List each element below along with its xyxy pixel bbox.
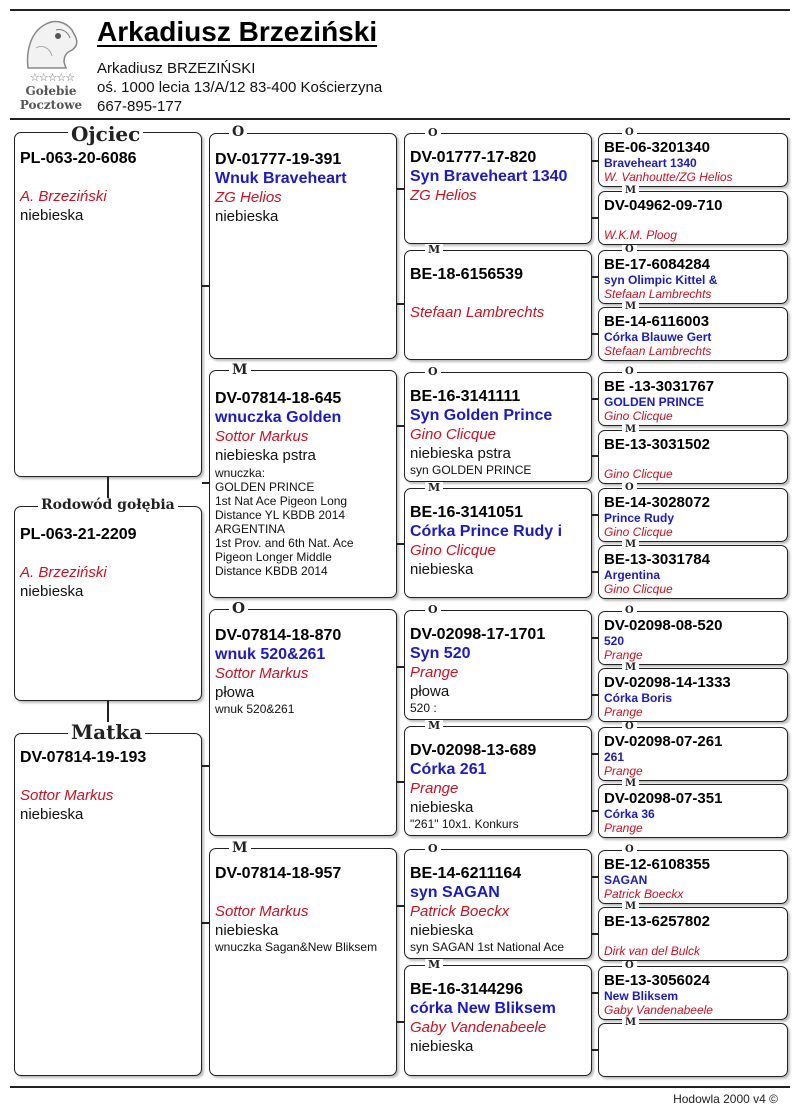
ring-number: BE -13-3031767 — [604, 378, 715, 395]
sex-label: O — [622, 367, 637, 377]
sex-label: O — [229, 601, 248, 616]
gen4-card-5[interactable] — [598, 430, 788, 484]
note-line: Distance KBDB 2014 — [215, 564, 328, 578]
ring-number: DV-04962-09-710 — [604, 197, 723, 214]
pigeon-color: niebieska — [410, 1038, 474, 1055]
note: wnuczka Sagan&New Bliksem — [215, 940, 378, 954]
note: wnuk 520&261 — [215, 702, 295, 716]
pigeon-color: płowa — [410, 683, 450, 700]
sex-label: M — [425, 959, 443, 970]
pigeon-color: niebieska — [215, 922, 279, 939]
gen3-card-7[interactable] — [404, 965, 592, 1076]
ring-number: BE-13-6257802 — [604, 913, 710, 930]
sex-label: M — [622, 302, 639, 312]
father-card[interactable] — [14, 132, 202, 477]
pigeon-name: Córka 36 — [604, 807, 655, 821]
pigeon-name: Braveheart 1340 — [604, 156, 697, 170]
footer-text: Hodowla 2000 v4 © — [673, 1092, 778, 1106]
pigeon-name: Córka Boris — [604, 691, 673, 705]
gen3-card-1[interactable] — [404, 250, 592, 360]
breeder: Prange — [604, 764, 643, 778]
ring-number: BE-16-3141051 — [410, 504, 523, 521]
mother-color: niebieska — [20, 806, 84, 823]
pigeon-name: 520 — [604, 634, 625, 648]
breeder: Patrick Boeckx — [604, 887, 684, 901]
breeder: W. Vanhoutte/ZG Helios — [604, 170, 733, 184]
breeder: Gino Clicque — [410, 542, 496, 559]
ring-number: BE-14-6116003 — [604, 313, 710, 330]
note-line: ARGENTINA — [215, 522, 286, 536]
note-line: Pigeon Longer Middle — [215, 550, 332, 564]
gen3-card-3[interactable] — [404, 488, 592, 598]
ring-number: BE-18-6156539 — [410, 266, 523, 283]
sex-label: O — [425, 127, 441, 138]
pigeon-name: córka New Bliksem — [410, 1000, 556, 1017]
ring-number: DV-01777-17-820 — [410, 149, 537, 166]
gen3-card-5[interactable] — [404, 726, 592, 836]
ring-number: DV-02098-17-1701 — [410, 626, 546, 643]
logo-text — [12, 84, 90, 112]
pigeon-name: New Bliksem — [604, 989, 679, 1003]
ring-number: BE-12-6108355 — [604, 856, 710, 873]
breeder: Dirk van del Bulck — [604, 944, 701, 958]
note — [215, 466, 391, 578]
subject-breeder: A. Brzeziński — [20, 564, 107, 581]
sex-label: O — [622, 483, 637, 493]
sex-label: O — [425, 604, 441, 615]
father-ring: PL-063-20-6086 — [20, 150, 137, 167]
breeder: Patrick Boeckx — [410, 903, 510, 920]
note-line: 1st Nat Ace Pigeon Long — [215, 494, 348, 508]
breeder: Gaby Vandenabeele — [410, 1019, 547, 1036]
sex-label: O — [622, 845, 637, 855]
father-label: Ojciec — [68, 124, 143, 144]
sex-label: O — [425, 843, 441, 854]
sex-label: M — [622, 425, 639, 435]
ring-number: BE-13-3031502 — [604, 436, 710, 453]
mother-breeder: Sottor Markus — [20, 787, 114, 804]
ring-number: BE-06-3201340 — [604, 139, 710, 156]
pigeon-name: SAGAN — [604, 873, 648, 887]
gen3-card-2[interactable] — [404, 372, 592, 482]
ring-number: BE-17-6084284 — [604, 256, 710, 273]
sex-label: O — [622, 245, 637, 255]
breeder: Gino Clicque — [604, 582, 673, 596]
pigeon-color: niebieska — [410, 561, 474, 578]
gen4-card-6[interactable] — [598, 488, 788, 542]
mother-card[interactable] — [14, 733, 202, 1076]
sex-label: M — [622, 779, 639, 789]
note: "261" 10x1. Konkurs — [410, 817, 519, 831]
header-bottom-rule — [10, 118, 790, 120]
sex-label: M — [425, 720, 443, 731]
breeder: Stefaan Lambrechts — [604, 287, 712, 301]
note-line: 1st Prov. and 6th Nat. Ace — [215, 536, 354, 550]
gen4-card-2[interactable] — [598, 250, 788, 304]
breeder: Sottor Markus — [215, 903, 309, 920]
gen4-card-13[interactable] — [598, 907, 788, 961]
gen3-card-4[interactable] — [404, 610, 592, 720]
sex-label: O — [229, 125, 247, 139]
father-breeder: A. Brzeziński — [20, 188, 107, 205]
owner-phone: 667-895-177 — [97, 98, 183, 115]
ring-number: BE-13-3031784 — [604, 551, 710, 568]
breeder: ZG Helios — [215, 189, 282, 206]
gen2-card-1[interactable] — [209, 370, 397, 598]
pigeon-color: płowa — [215, 684, 255, 701]
gen4-card-15[interactable] — [598, 1023, 788, 1077]
ring-number: BE-16-3144296 — [410, 981, 523, 998]
pigeon-name: Prince Rudy — [604, 511, 675, 525]
sex-label: M — [622, 186, 639, 196]
mother-ring: DV-07814-19-193 — [20, 749, 147, 766]
gen2-card-0[interactable] — [209, 133, 397, 359]
gen4-card-12[interactable] — [598, 850, 788, 904]
owner-info — [97, 59, 382, 116]
ring-number: DV-07814-18-957 — [215, 865, 342, 882]
gen4-card-7[interactable] — [598, 545, 788, 599]
pigeon-name: Syn Golden Prince — [410, 407, 553, 424]
sex-label: M — [622, 663, 639, 673]
breeder: Stefaan Lambrechts — [410, 304, 545, 321]
pigeon-name: Córka Blauwe Gert — [604, 330, 712, 344]
breeder: Stefaan Lambrechts — [604, 344, 712, 358]
pigeon-name: Córka Prince Rudy i — [410, 523, 563, 540]
ring-number: DV-02098-07-261 — [604, 733, 723, 750]
ring-number: DV-02098-07-351 — [604, 790, 723, 807]
ring-number: BE-13-3056024 — [604, 972, 710, 989]
sex-label: O — [622, 606, 637, 616]
sex-label: M — [622, 902, 639, 912]
logo — [12, 16, 88, 112]
sex-label: M — [229, 363, 251, 377]
sex-label: M — [622, 1018, 639, 1028]
pigeon-color: niebieska pstra — [410, 445, 511, 462]
pigeon-color: niebieska — [410, 922, 474, 939]
pigeon-name: Argentina — [604, 568, 661, 582]
breeder: Prange — [604, 705, 643, 719]
logo-line-1: Gołebie — [25, 84, 77, 98]
pigeon-name: 261 — [604, 750, 625, 764]
footer-rule — [10, 1086, 790, 1088]
pigeon-name: syn Olimpic Kittel & — [604, 273, 718, 287]
pigeon-name: Córka 261 — [410, 761, 487, 778]
ring-number: DV-01777-19-391 — [215, 151, 342, 168]
sex-label: M — [425, 482, 443, 493]
sex-label: M — [425, 244, 443, 255]
breeder: Gino Clicque — [604, 467, 673, 481]
sex-label: O — [622, 722, 637, 732]
pigeon-color: niebieska — [215, 208, 279, 225]
ring-number: BE-14-6211164 — [410, 865, 522, 882]
note-line: wnuczka: — [215, 466, 266, 480]
header-top-rule — [10, 9, 790, 11]
breeder: Prange — [410, 664, 459, 681]
subject-color: niebieska — [20, 583, 84, 600]
breeder: Prange — [604, 648, 643, 662]
ring-number: DV-07814-18-870 — [215, 627, 342, 644]
breeder: Sottor Markus — [215, 428, 309, 445]
ring-number: DV-07814-18-645 — [215, 390, 342, 407]
gen4-card-11[interactable] — [598, 784, 788, 838]
sex-label: O — [622, 128, 637, 138]
sex-label: M — [229, 841, 251, 855]
pigeon-name: Syn 520 — [410, 645, 471, 662]
gen4-card-3[interactable] — [598, 307, 788, 361]
pigeon-color: niebieska — [410, 799, 474, 816]
pigeon-name: wnuczka Golden — [215, 409, 342, 426]
pigeon-name: wnuk 520&261 — [215, 646, 326, 663]
breeder: Prange — [410, 780, 459, 797]
stars-icon: ☆☆☆☆☆ — [29, 72, 75, 84]
pigeon-head-icon — [22, 18, 80, 70]
gen3-card-0[interactable] — [404, 133, 592, 244]
ring-number: DV-02098-13-689 — [410, 742, 537, 759]
breeder: Prange — [604, 821, 643, 835]
ring-number: BE-14-3028072 — [604, 494, 710, 511]
owner-address: oś. 1000 lecia 13/A/12 83-400 Kościerzyna — [97, 79, 383, 96]
ring-number: DV-02098-14-1333 — [604, 674, 731, 691]
sex-label: O — [622, 961, 637, 971]
breeder: W.K.M. Ploog — [604, 228, 677, 242]
subject-card[interactable] — [14, 506, 202, 701]
gen4-card-8[interactable] — [598, 611, 788, 665]
gen4-card-14[interactable] — [598, 966, 788, 1020]
gen4-card-9[interactable] — [598, 668, 788, 722]
sex-label: O — [425, 366, 441, 377]
ring-number: DV-02098-08-520 — [604, 617, 723, 634]
pigeon-name: syn SAGAN — [410, 884, 500, 901]
pigeon-name: GOLDEN PRINCE — [604, 395, 705, 409]
breeder: Gino Clicque — [604, 525, 673, 539]
note: 520 : — [410, 701, 437, 715]
mother-label: Matka — [68, 722, 145, 742]
ring-number: BE-16-3141111 — [410, 388, 521, 405]
gen4-card-4[interactable] — [598, 372, 788, 426]
gen4-card-1[interactable] — [598, 191, 788, 245]
gen2-card-3[interactable] — [209, 848, 397, 1076]
gen4-card-10[interactable] — [598, 727, 788, 781]
note: syn SAGAN 1st National Ace — [410, 940, 565, 954]
owner-name: Arkadiusz BRZEZIŃSKI — [97, 60, 256, 77]
breeder: Sottor Markus — [215, 665, 309, 682]
note: syn GOLDEN PRINCE — [410, 463, 532, 477]
father-color: niebieska — [20, 207, 84, 224]
note-line: GOLDEN PRINCE — [215, 480, 315, 494]
breeder: ZG Helios — [410, 187, 477, 204]
breeder: Gaby Vandenabeele — [604, 1003, 713, 1017]
gen3-card-6[interactable] — [404, 849, 592, 959]
note-line: Distance YL KBDB 2014 — [215, 508, 346, 522]
pigeon-name: Wnuk Braveheart — [215, 170, 347, 187]
breeder: Gino Clicque — [410, 426, 496, 443]
breeder: Gino Clicque — [604, 409, 673, 423]
pigeon-color: niebieska pstra — [215, 447, 316, 464]
page-title: Arkadiusz Brzeziński — [97, 16, 378, 47]
gen2-card-2[interactable] — [209, 609, 397, 836]
pigeon-name: Syn Braveheart 1340 — [410, 168, 568, 185]
sex-label: M — [622, 540, 639, 550]
subject-ring: PL-063-21-2209 — [20, 526, 137, 543]
subject-label: Rodowód gołębia — [38, 498, 178, 512]
logo-line-2: Pocztowe — [19, 98, 83, 112]
gen4-card-0[interactable] — [598, 133, 788, 187]
